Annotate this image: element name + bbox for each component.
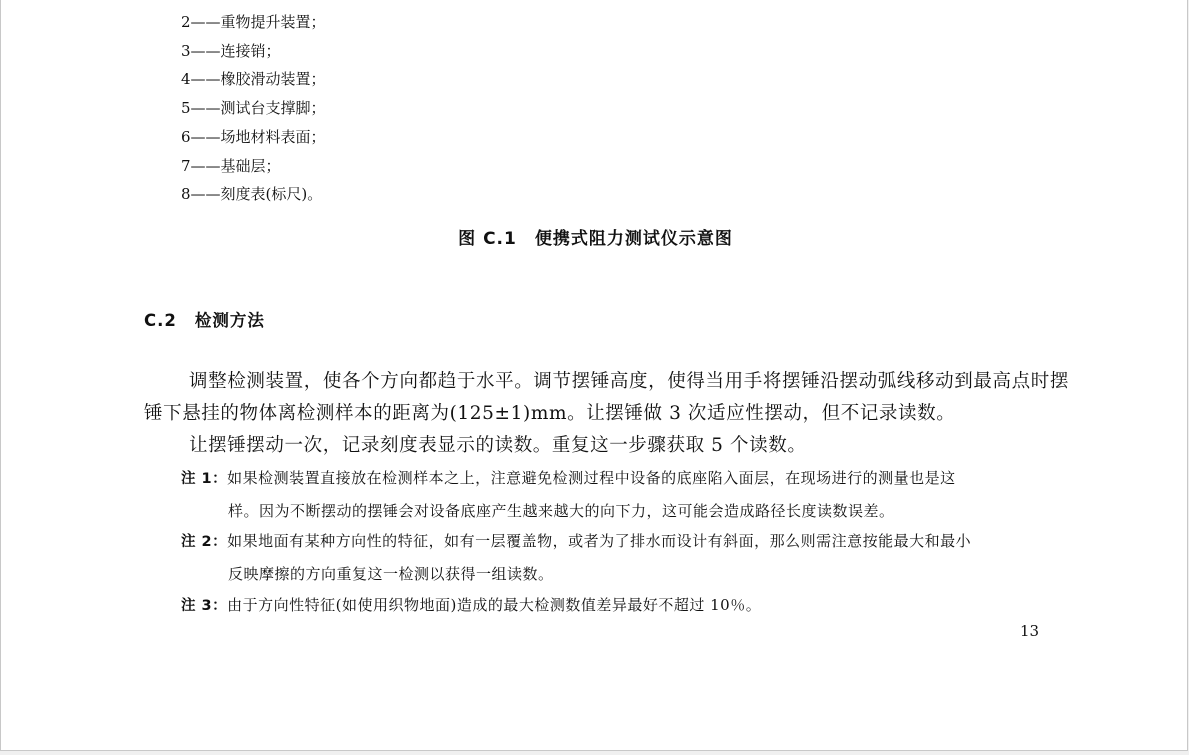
note-label: 注 1： <box>181 471 228 487</box>
legend-item: 3——连接销； <box>181 41 281 60</box>
figure-legend <box>181 8 326 209</box>
note-text: 如果检测装置直接放在检测样本之上，注意避免检测过程中设备的底座陷入面层，在现场进行的测量也是这 <box>227 469 956 487</box>
section-heading <box>144 307 265 331</box>
note-label: 注 3： <box>181 598 228 614</box>
legend-item: 4——橡胶滑动装置； <box>181 70 326 89</box>
legend-item: 7——基础层； <box>181 156 281 175</box>
note-label: 注 2： <box>181 534 228 550</box>
figure-caption: 图 C.1 便携式阻力测试仪示意图 <box>458 229 733 249</box>
paragraph: 让摆锤摆动一次，记录刻度表显示的读数。重复这一步骤获取 5 个读数。 <box>189 435 807 456</box>
legend-item: 5——测试台支撑脚； <box>181 99 326 118</box>
note-text-continuation: 反映摩擦的方向重复这一检测以获得一组读数。 <box>228 565 554 583</box>
note-text: 如果地面有某种方向性的特征，如有一层覆盖物，或者为了排水而设计有斜面，那么则需注意按能最大和最小 <box>227 532 972 550</box>
legend-item: 6——场地材料表面； <box>181 127 326 146</box>
note <box>181 589 1069 622</box>
note <box>181 462 1069 527</box>
note-text-continuation: 样。因为不断摆动的摆锤会对设备底座产生越来越大的向下力，这可能会造成路径长度读数误差。 <box>228 502 895 520</box>
paragraph: 调整检测装置，使各个方向都趋于水平。调节摆锤高度，使得当用手将摆锤沿摆动弧线移动到最高点时摆锤下悬挂的物体离检测样本的距离为(125±1)mm。让摆锤做 3 次适应性摆动，但不记录读数。 <box>144 371 1069 424</box>
page-number: 13 <box>1020 622 1040 640</box>
note-text: 由于方向性特征(如使用织物地面)造成的最大检测数值差异最好不超过 10％。 <box>227 596 762 614</box>
legend-item: 2——重物提升装置； <box>181 13 326 31</box>
note <box>181 525 1069 590</box>
section-number: C.2 <box>144 311 177 330</box>
section-title-text: 检测方法 <box>194 311 265 330</box>
legend-item: 8——刻度表(标尺)。 <box>181 185 323 204</box>
